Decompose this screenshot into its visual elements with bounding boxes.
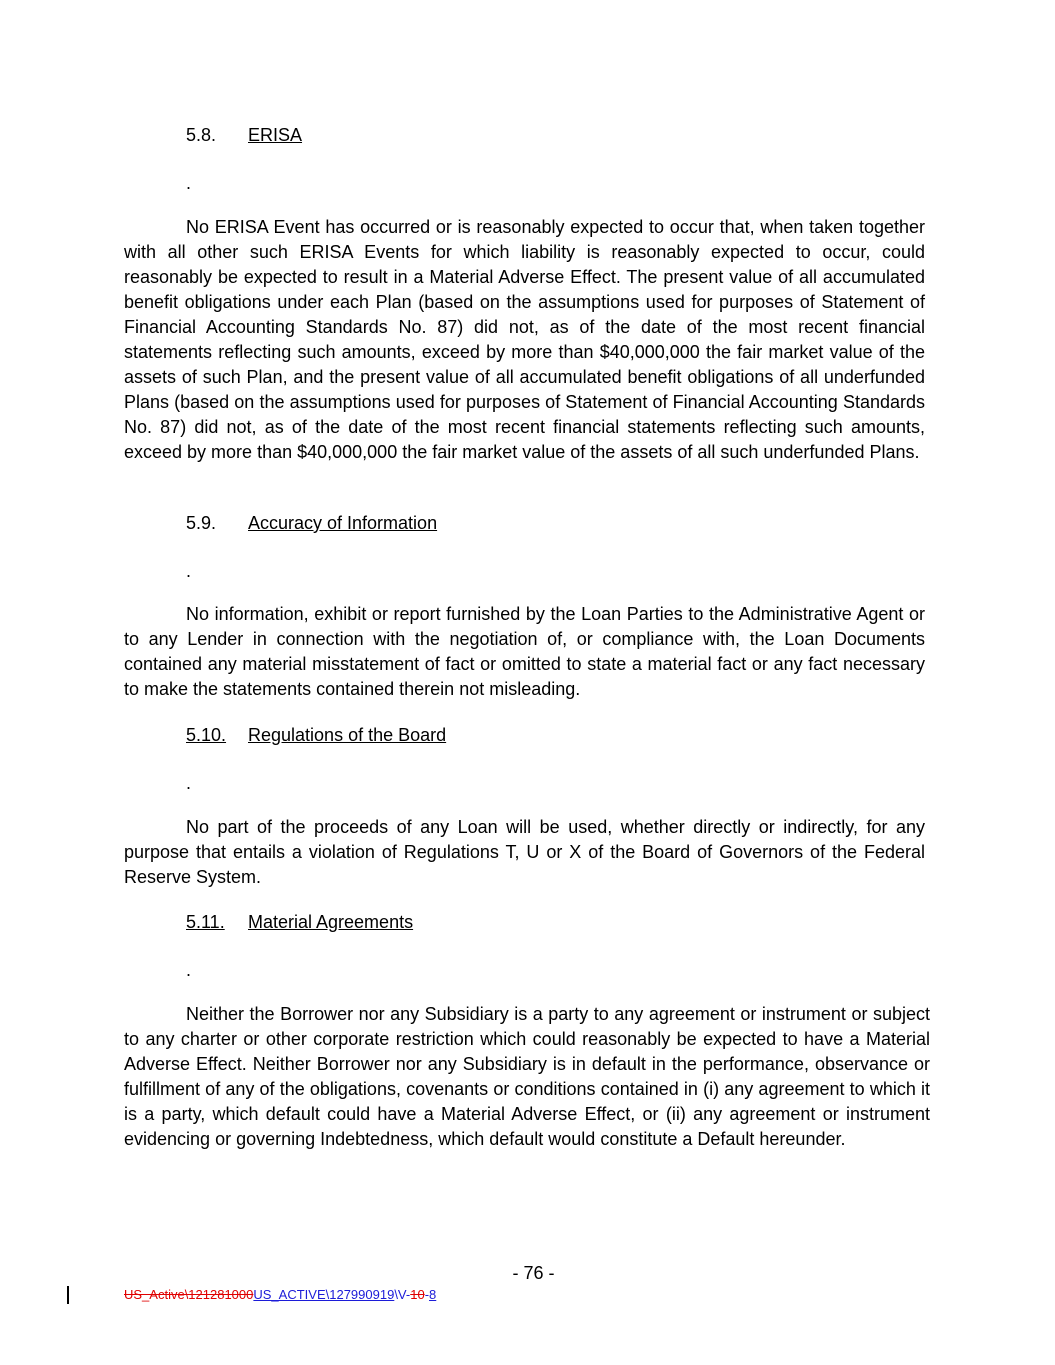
page-number: - 76 - [512, 1263, 555, 1283]
section-body-5-8: No ERISA Event has occurred or is reasonably expected to occur that, when taken together with all other such ERISA Events for which liability is reasonably expected to occur, could reasonably be expected to result in a Material Adverse Effect. The present value of all accumulated benefit obligations under each Plan (based on the assumptions used for purposes of Statement of Financial Accounting Standards No. 87) did not, as of the date of the most recent financial statements reflecting such amounts, exceed by more than $40,000,000 the fair market value of the assets of such Plan, and the present value of all accumulated benefit obligations of all underfunded Plans (based on the assumptions used for purposes of Statement of Financial Accounting Standards No. 87) did not, as of the date of the most recent financial statements reflecting such amounts, exceed by more than $40,000,000 the fair market value of the assets of all such underfunded Plans. [124, 217, 925, 462]
section-number: 5.11. [186, 912, 225, 932]
section-dot: . [186, 773, 192, 793]
version-dash: - [424, 1287, 430, 1302]
section-dot: . [186, 960, 192, 980]
section-dot: . [186, 561, 192, 581]
section-number: 5.10. [186, 725, 227, 745]
section-title: Regulations of the Board [248, 725, 447, 745]
inserted-document-id: US_ACTIVE\127990919 [253, 1287, 395, 1302]
version-separator: \V- [394, 1287, 411, 1302]
section-number: 5.8. [186, 125, 217, 145]
deleted-version: 10 [410, 1287, 425, 1302]
section-body-5-9: No information, exhibit or report furnished by the Loan Parties to the Administrative Agent or to any Lender in connection with the negotiation of, or compliance with, the Loan Documents contained any material misstatement of fact or omitted to state a material fact or any fact necessary to make the statements contained therein not misleading. [124, 604, 925, 699]
section-heading-5-11 [186, 910, 413, 934]
section-heading-5-9 [186, 511, 437, 535]
section-body-5-11: Neither the Borrower nor any Subsidiary is a party to any agreement or instrument or subject to any charter or other corporate restriction which could reasonably be expected to have a Material Adverse Effect. Neither Borrower nor any Subsidiary is in default in the performance, observance or fulfillment of any of the obligations, covenants or conditions contained in (i) any agreement to which it is a party, which default could have a Material Adverse Effect, or (ii) any agreement or instrument evidencing or governing Indebtedness, which default would constitute a Default hereunder. [124, 1004, 930, 1149]
inserted-version: 8 [429, 1287, 437, 1302]
section-title: Accuracy of Information [248, 513, 438, 533]
section-dot: . [186, 173, 192, 193]
section-number: 5.9. [186, 513, 217, 533]
deleted-document-id: US_Active\121281000 [124, 1287, 254, 1302]
section-title: ERISA [248, 125, 303, 145]
footer-document-id [124, 1287, 436, 1303]
section-heading-5-8 [186, 123, 302, 147]
section-body-5-10: No part of the proceeds of any Loan will be used, whether directly or indirectly, for any purpose that entails a violation of Regulations T, U or X of the Board of Governors of the Federal Reserve System. [124, 817, 925, 887]
section-heading-5-10 [186, 723, 446, 747]
change-bar [67, 1286, 69, 1304]
section-title: Material Agreements [248, 912, 414, 932]
